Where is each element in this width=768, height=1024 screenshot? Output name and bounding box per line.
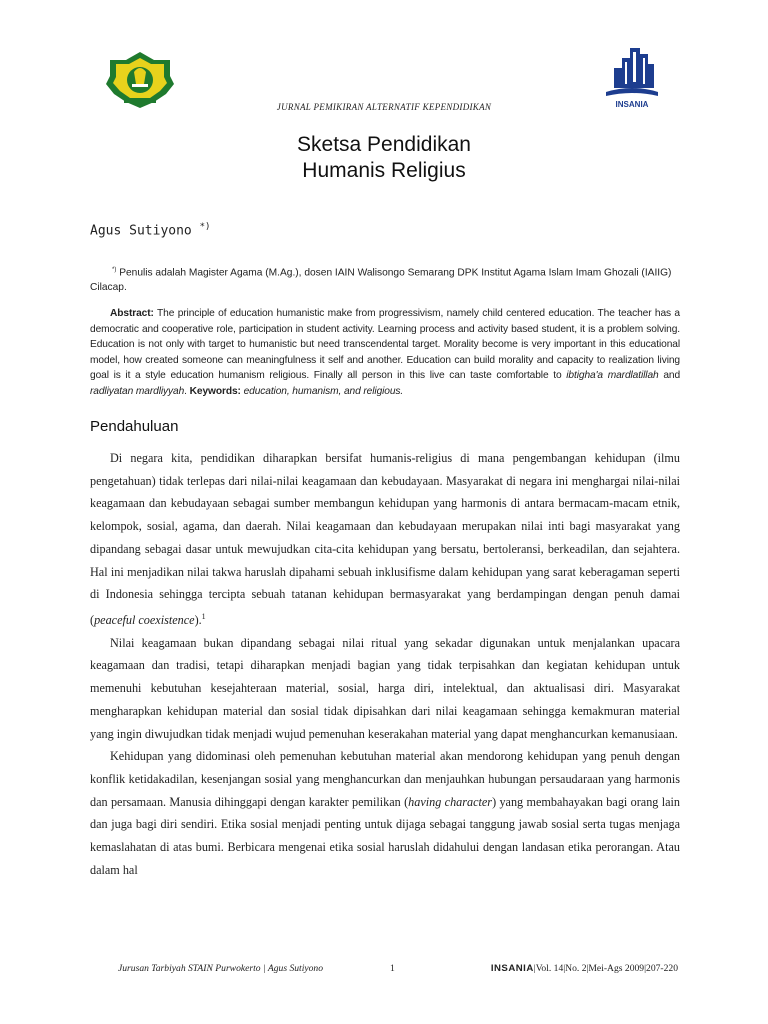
abstract-end: . xyxy=(184,385,187,397)
abstract-term-2: radliyatan mardliyyah xyxy=(90,385,185,397)
footer-department: Jurusan Tarbiyah STAIN Purwokerto | xyxy=(118,963,266,974)
paragraph-1 xyxy=(90,447,680,632)
section-heading: Pendahuluan xyxy=(90,418,179,435)
footer-journal: INSANIA xyxy=(490,963,534,974)
article-title xyxy=(0,132,768,184)
paragraph-3 xyxy=(90,745,680,881)
paragraph-1-text-b: ). xyxy=(194,612,202,627)
title-line-1: Sketsa Pendidikan xyxy=(297,133,471,156)
author-name xyxy=(90,222,210,238)
paragraph-3-term: having character xyxy=(408,794,493,809)
keywords: education, humanism, and religious. xyxy=(243,385,404,397)
insania-logo-text: INSANIA xyxy=(615,100,649,109)
institution-seal-icon xyxy=(104,50,176,110)
footer-right xyxy=(491,963,678,974)
paragraph-2: Nilai keagamaan bukan dipandang sebagai nilai ritual yang sekadar digunakan untuk menjalankan upacara keagamaan dan tradisi, tetapi diharapkan menjadi bagian yang tidak terpisahkan dan kegiatan kehidupan untuk memenuhi kebutuhan kesejahteraan material, sosial, harga diri, intelektual, dan aktualisasi diri. Masyarakat mengharapkan kehidupan material dan sosial tidak dipisahkan dari nilai keagamaan sehingga kemakmuran material yang ingin diwujudkan tidak menjadi wujud pemenuhan keserakahan material yang dapat menghancurkan kemanusiaan. xyxy=(90,635,680,741)
abstract-text: The principle of education humanistic make from progressivism, namely child centered education. The teacher has a democratic and cooperative role, participation in student activity. Learning process and activity based student, it is a problem solving. Education is not only with target to humanistic but need transcendental target. Morality become is very important in this educational model, how created someone can meaningfulness it self and another. Education can build morality and capacity to realization living goal is it a style education humanism religious. Finally all person in this live can taste comfortable to xyxy=(90,308,680,382)
keywords-label: Keywords: xyxy=(189,385,241,397)
body-text xyxy=(90,447,680,881)
paragraph-1-ref: 1 xyxy=(201,611,206,621)
footnote-mark: *) xyxy=(112,267,117,273)
abstract-term-1: ibtigha'a mardlatillah xyxy=(566,370,659,382)
footer-left xyxy=(118,963,323,974)
footer-citation: |Vol. 14|No. 2|Mei-Ags 2009|207-220 xyxy=(533,963,678,974)
footnote-text: Penulis adalah Magister Agama (M.Ag.), dosen IAIN Walisongo Semarang DPK Institut Agama Islam Imam Ghozali (IAIIG) Cilacap. xyxy=(90,267,672,294)
paragraph-3-text-b: ) yang membahayakan bagi orang lain dan juga bagi diri sendiri. Etika sosial menjadi penting untuk dijaga sebagai tanggung jawab sosial serta tugas menjaga kemaslahatan di atas bumi. Berbicara mengenai etika sosial haruslah didahului dengan landasan etika perorangan. Atau dalam hal xyxy=(90,794,681,877)
journal-name: JURNAL PEMIKIRAN ALTERNATIF KEPENDIDIKAN xyxy=(276,102,492,112)
author-footnote xyxy=(90,263,680,295)
paragraph-3-text-a: Kehidupan yang didominasi oleh pemenuhan kebutuhan material akan mendorong kehidupan yang penuh dengan konflik ketidakadilan, kesenjangan sosial yang menghancurkan dan menjauhkan hubungan persaudaraan yang harmonis dan persamaan. Manusia dihinggapi dengan karakter pemilikan ( xyxy=(90,749,680,809)
paragraph-1-term: peaceful coexistence xyxy=(94,612,195,627)
title-line-2: Humanis Religius xyxy=(302,159,466,182)
footer-author: Agus Sutiyono xyxy=(267,963,324,974)
author-text: Agus Sutiyono xyxy=(90,223,192,239)
abstract xyxy=(90,306,680,400)
paragraph-1-text-a: Di negara kita, pendidikan diharapkan bersifat humanis-religius di mana pengembangan kehidupan (ilmu pengetahuan) tidak terlepas dari nilai-nilai keagamaan dan kebudayaan. Masyarakat di negara ini menghargai nilai-nilai keagamaan dan kebudayaan sebagai sumber membangun kehidupan yang harmonis di antara bermacam-macam etnik, kelompok, sosial, agama, dan daerah. Nilai keagamaan dan kebudayaan merupakan nilai inti bagi masyarakat yang dipandang sebagai dasar untuk mewujudkan cita-cita kehidupan yang bersatu, bertoleransi, berkeadilan, dan sejahtera. Hal ini menjadikan nilai takwa haruslah dipahami sebuah inklusifisme dalam kehidupan yang sarat keberagaman seperti di Indonesia sehingga tercipta sebuah tatanan kehidupan bermasyarakat yang berdampingan dengan penuh damai ( xyxy=(90,451,680,627)
abstract-label: Abstract: xyxy=(110,308,154,319)
page-number: 1 xyxy=(390,963,395,974)
abstract-and: and xyxy=(663,370,681,382)
author-footnote-mark: *) xyxy=(199,222,211,232)
